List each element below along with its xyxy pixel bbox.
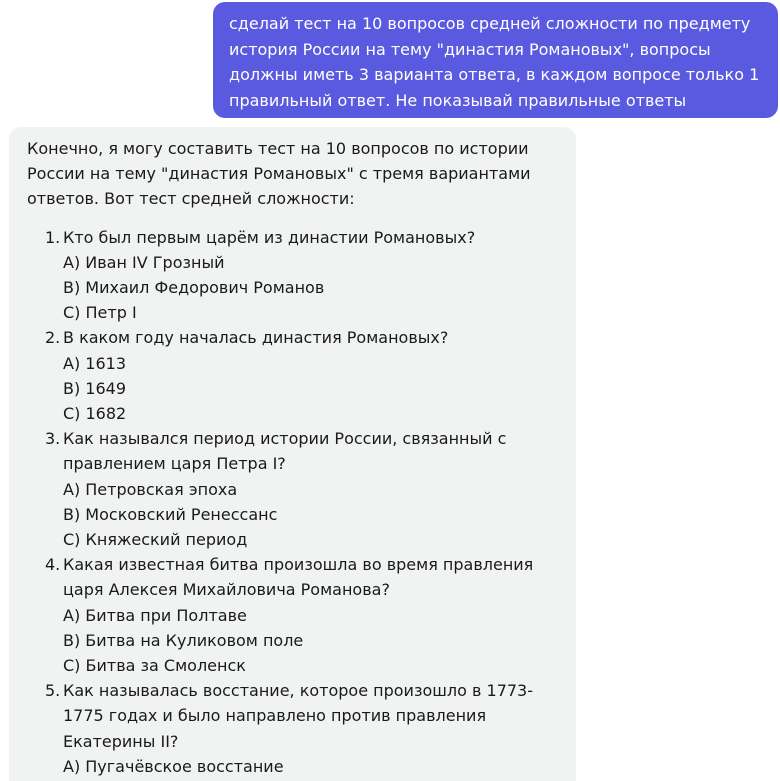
quiz-question xyxy=(45,325,560,426)
question-text: Кто был первым царём из династии Романовых? xyxy=(63,227,476,247)
question-number: 2. xyxy=(45,328,61,348)
assistant-intro-text: Конечно, я могу составить тест на 10 вопросов по истории России на тему "династия Романовых" с тремя вариантами ответов. Вот тест средней сложности: xyxy=(27,139,531,209)
answer-option: B) Московский Ренессанс xyxy=(63,504,278,524)
question-number: 1. xyxy=(45,227,61,247)
answer-option: A) 1613 xyxy=(63,353,126,373)
answer-option: A) Петровская эпоха xyxy=(63,479,238,499)
answer-option: A) Пугачёвское восстание xyxy=(63,756,284,776)
question-number: 3. xyxy=(45,429,61,449)
answer-option: C) 1682 xyxy=(63,404,127,424)
answer-option: C) Петр I xyxy=(63,303,137,323)
answer-option: B) Битва на Куликовом поле xyxy=(63,630,304,650)
quiz-list xyxy=(27,225,560,779)
question-text: Какая известная битва произошла во время правления царя Алексея Михайловича Романова? xyxy=(63,555,534,600)
answer-option: B) Михаил Федорович Романов xyxy=(63,278,325,298)
answer-option: B) 1649 xyxy=(63,378,127,398)
quiz-question xyxy=(45,426,560,552)
user-message-bubble xyxy=(213,2,778,118)
user-message-text: сделай тест на 10 вопросов средней сложности по предмету история России на тему "династия Романовых", вопросы должны иметь 3 варианта ответа, в каждом вопросе только 1 правильный ответ. Не показывай правильные ответы xyxy=(229,14,760,110)
quiz-question xyxy=(45,225,560,326)
question-number: 5. xyxy=(45,681,61,701)
quiz-question xyxy=(45,678,560,779)
answer-option: C) Битва за Смоленск xyxy=(63,656,246,676)
question-text: Как называлась восстание, которое произошло в 1773-1775 годах и было направлено против правления Екатерины II? xyxy=(63,681,533,751)
answer-option: C) Княжеский период xyxy=(63,530,248,550)
question-text: Как назывался период истории России, связанный с правлением царя Петра I? xyxy=(63,429,507,474)
quiz-question xyxy=(45,552,560,678)
question-text: В каком году началась династия Романовых? xyxy=(63,328,449,348)
question-number: 4. xyxy=(45,555,61,575)
answer-option: A) Битва при Полтаве xyxy=(63,605,247,625)
answer-option: A) Иван IV Грозный xyxy=(63,252,225,272)
assistant-message-bubble xyxy=(9,127,576,781)
